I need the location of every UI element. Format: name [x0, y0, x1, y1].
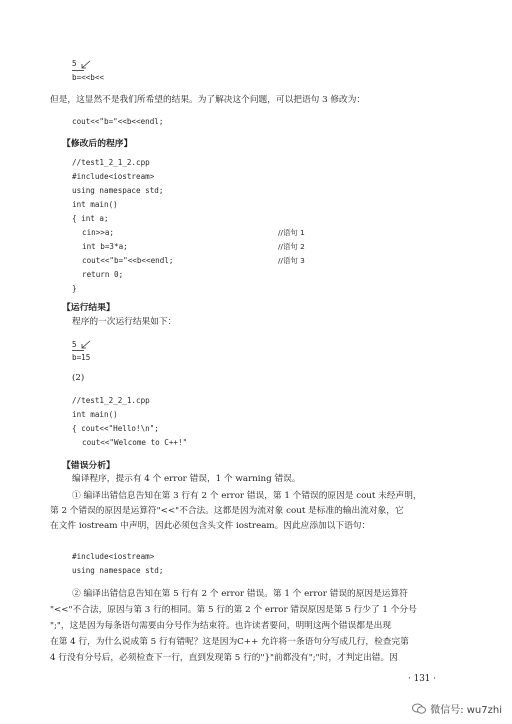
paragraph-1: 但是，这显然不是我们所希望的结果。为了解决这个问题，可以把语句 3 修改为： [50, 95, 366, 105]
include-line: #include<iostream> [72, 552, 155, 561]
error-p3-line1: ② 编译出错信息告知在第 5 行有 2 个 error 错误。第 1 个 error 错误的原因是运算符 [72, 589, 408, 599]
watermark [412, 701, 502, 716]
error-p2-line3: 在文件 iostream 中声明，因此必须包含头文件 iostream。因此应添加以下语句： [50, 521, 371, 531]
output-line: b=<<b<< [72, 73, 105, 82]
code-line-8: cout<<"b="<<b<<endl; [82, 256, 174, 265]
enter-arrow-icon-2 [80, 340, 92, 350]
code3-line-2: int main() [72, 410, 118, 419]
code-line-1: //test1_2_1_2.cpp [72, 158, 150, 167]
code-line-5: { int a; [72, 214, 109, 223]
input-underline [72, 70, 84, 71]
watermark-text: 微信号: wu7zhi [430, 705, 502, 716]
result-input: 5 [72, 340, 77, 349]
input-underline-2 [72, 350, 84, 351]
section-number: (2) [72, 373, 85, 383]
error-p2-line2: 第 2 个错误的原因是运算符"<<"不合法。这都是因为流对象 cout 是标准的输出流对象，它 [50, 506, 404, 516]
code3-line-1: //test1_2_2_1.cpp [72, 396, 150, 405]
heading-error-analysis: 【错误分析】 [62, 461, 115, 471]
wechat-icon [412, 703, 426, 715]
namespace-line: using namespace std; [72, 566, 164, 575]
code-line-2: #include<iostream> [72, 172, 155, 181]
comment-2: //语句 2 [278, 242, 305, 251]
code-line-6: cin>>a; [82, 228, 115, 237]
code-line-10: } [72, 284, 77, 293]
code3-line-4: cout<<"Welcome to C++!" [82, 438, 188, 447]
page-number: · 131 · [408, 674, 436, 684]
heading-run-result: 【运行结果】 [62, 303, 115, 313]
fix-statement: cout<<"b="<<b<<endl; [72, 117, 164, 126]
input-line-5: 5 [72, 59, 77, 68]
code-line-7: int b=3*a; [82, 242, 128, 251]
code-line-4: int main() [72, 200, 118, 209]
enter-arrow-icon [80, 60, 92, 70]
result-desc: 程序的一次运行结果如下： [72, 317, 177, 327]
error-p3-line5: 4 行没有分号后，必须检查下一行，直到发现第 5 行的"}"前都没有";"时，才判定出错。因 [50, 653, 398, 663]
heading-modified-program: 【修改后的程序】 [62, 139, 133, 149]
error-p3-line3: ";"，这是因为每条语句需要由分号作为结束符。也许读者要问，明明这两个错误都是出现 [50, 621, 392, 631]
error-p3-line4: 在第 4 行，为什么说成第 5 行有错呢？这是因为C++ 允许将一条语句分写成几行，检查完第 [50, 637, 409, 647]
code-line-9: return 0; [82, 270, 124, 279]
code-line-3: using namespace std; [72, 186, 164, 195]
code3-line-3: { cout<<"Hello!\n"; [72, 424, 159, 433]
error-p2-line1: ① 编译出错信息告知在第 3 行有 2 个 error 错误，第 1 个错误的原因是 cout 未经声明， [72, 491, 422, 501]
comment-1: //语句 1 [278, 228, 305, 237]
error-p1: 编译程序，提示有 4 个 error 错误，1 个 warning 错误。 [72, 474, 301, 484]
result-output: b=15 [72, 353, 91, 362]
error-p3-line2: "<<"不合法，原因与第 3 行的相同。第 5 行的第 2 个 error 错误原因是第 5 行少了 1 个分号 [50, 605, 417, 615]
comment-3: //语句 3 [278, 256, 305, 265]
